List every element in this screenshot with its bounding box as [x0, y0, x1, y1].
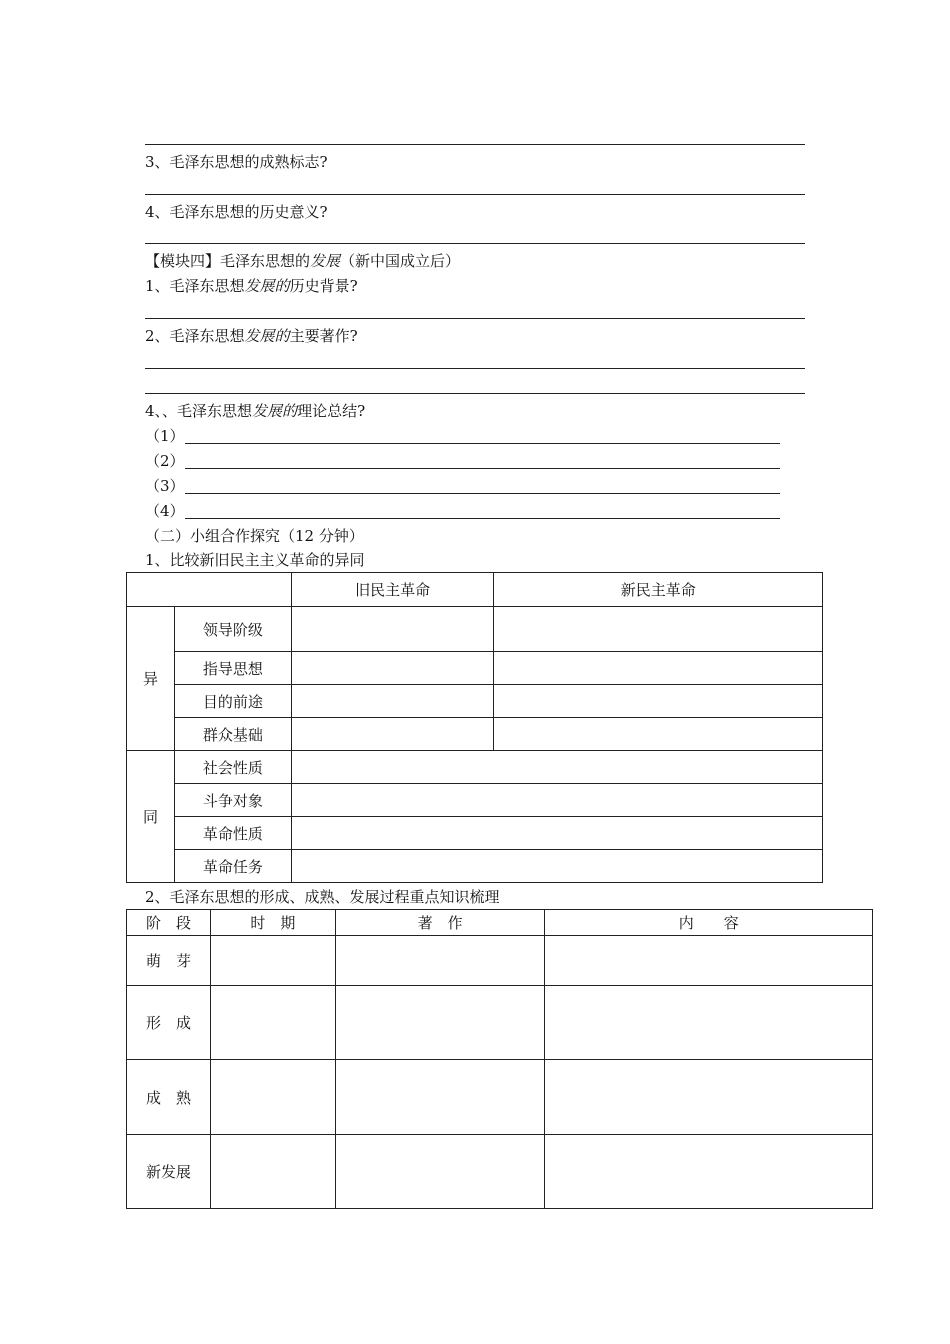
- module-4-heading-suffix: （新中国成立后）: [340, 252, 461, 270]
- module-4-question-2: [145, 327, 358, 345]
- header-stage: 阶 段: [127, 910, 211, 936]
- answer-cell[interactable]: [545, 936, 873, 986]
- development-process-table: [126, 909, 873, 1209]
- revolution-comparison-table: [126, 572, 823, 883]
- answer-line[interactable]: [145, 194, 805, 195]
- row-label: 指导思想: [174, 652, 291, 685]
- summary-item-2-line[interactable]: [185, 468, 780, 469]
- question-4: 4、毛泽东思想的历史意义?: [145, 203, 328, 221]
- stage-label: 成 熟: [127, 1060, 211, 1135]
- answer-cell[interactable]: [291, 607, 494, 652]
- header-old-revolution: 旧民主革命: [291, 573, 494, 607]
- row-label: 社会性质: [174, 751, 291, 784]
- q2-text: 2、毛泽东思想: [145, 327, 245, 345]
- answer-cell[interactable]: [335, 936, 545, 986]
- group-section-title: （二）小组合作探究（12 分钟）: [145, 527, 364, 545]
- answer-cell[interactable]: [291, 751, 822, 784]
- answer-line[interactable]: [145, 393, 805, 394]
- header-period: 时 期: [210, 910, 335, 936]
- answer-cell[interactable]: [291, 685, 494, 718]
- row-label: 目的前途: [174, 685, 291, 718]
- q1-suffix: 历史背景?: [289, 277, 358, 295]
- row-label: 革命任务: [174, 850, 291, 883]
- header-new-revolution: 新民主革命: [494, 573, 823, 607]
- answer-cell[interactable]: [291, 817, 822, 850]
- table-2-caption: 2、毛泽东思想的形成、成熟、发展过程重点知识梳理: [145, 888, 500, 906]
- header-content: 内 容: [545, 910, 873, 936]
- answer-line[interactable]: [145, 318, 805, 319]
- module-4-question-4: [145, 402, 365, 420]
- difference-label: 异: [127, 607, 175, 751]
- module-4-heading-text: 【模块四】毛泽东思想的: [145, 252, 311, 270]
- answer-cell[interactable]: [494, 607, 823, 652]
- summary-item-4-line[interactable]: [185, 518, 780, 519]
- answer-line[interactable]: [145, 368, 805, 369]
- summary-item-1-label: （1）: [145, 427, 185, 445]
- answer-cell[interactable]: [335, 1060, 545, 1135]
- summary-item-1-line[interactable]: [185, 443, 780, 444]
- answer-cell[interactable]: [210, 1135, 335, 1209]
- summary-item-3-line[interactable]: [185, 493, 780, 494]
- summary-item-4-label: （4）: [145, 502, 185, 520]
- row-label: 斗争对象: [174, 784, 291, 817]
- answer-line[interactable]: [145, 243, 805, 244]
- module-4-question-1: [145, 277, 358, 295]
- answer-cell[interactable]: [335, 1135, 545, 1209]
- header-works: 著 作: [335, 910, 545, 936]
- answer-line[interactable]: [145, 144, 805, 145]
- answer-cell[interactable]: [291, 784, 822, 817]
- answer-cell[interactable]: [291, 850, 822, 883]
- answer-cell[interactable]: [545, 986, 873, 1060]
- answer-cell[interactable]: [494, 685, 823, 718]
- summary-item-3-label: （3）: [145, 477, 185, 495]
- q4-text: 4、、毛泽东思想: [145, 402, 253, 420]
- answer-cell[interactable]: [291, 652, 494, 685]
- question-3: 3、毛泽东思想的成熟标志?: [145, 153, 328, 171]
- answer-cell[interactable]: [335, 986, 545, 1060]
- row-label: 革命性质: [174, 817, 291, 850]
- q1-text: 1、毛泽东思想: [145, 277, 245, 295]
- answer-cell[interactable]: [291, 718, 494, 751]
- q2-suffix: 主要著作?: [289, 327, 358, 345]
- module-4-heading-em: 发展: [310, 252, 341, 270]
- answer-cell[interactable]: [210, 936, 335, 986]
- q4-em: 发展的: [252, 402, 298, 420]
- row-label: 群众基础: [174, 718, 291, 751]
- row-label: 领导阶级: [174, 607, 291, 652]
- q4-suffix: 理论总结?: [297, 402, 366, 420]
- module-4-heading: [145, 252, 460, 270]
- header-empty-cell: [127, 573, 292, 607]
- answer-cell[interactable]: [545, 1060, 873, 1135]
- answer-cell[interactable]: [210, 1060, 335, 1135]
- stage-label: 形 成: [127, 986, 211, 1060]
- answer-cell[interactable]: [494, 718, 823, 751]
- q2-em: 发展的: [244, 327, 290, 345]
- similarity-label: 同: [127, 751, 175, 883]
- q1-em: 发展的: [244, 277, 290, 295]
- stage-label: 萌 芽: [127, 936, 211, 986]
- answer-cell[interactable]: [545, 1135, 873, 1209]
- answer-cell[interactable]: [494, 652, 823, 685]
- table-1-caption: 1、比较新旧民主主义革命的异同: [145, 551, 365, 569]
- stage-label: 新发展: [127, 1135, 211, 1209]
- summary-item-2-label: （2）: [145, 452, 185, 470]
- answer-cell[interactable]: [210, 986, 335, 1060]
